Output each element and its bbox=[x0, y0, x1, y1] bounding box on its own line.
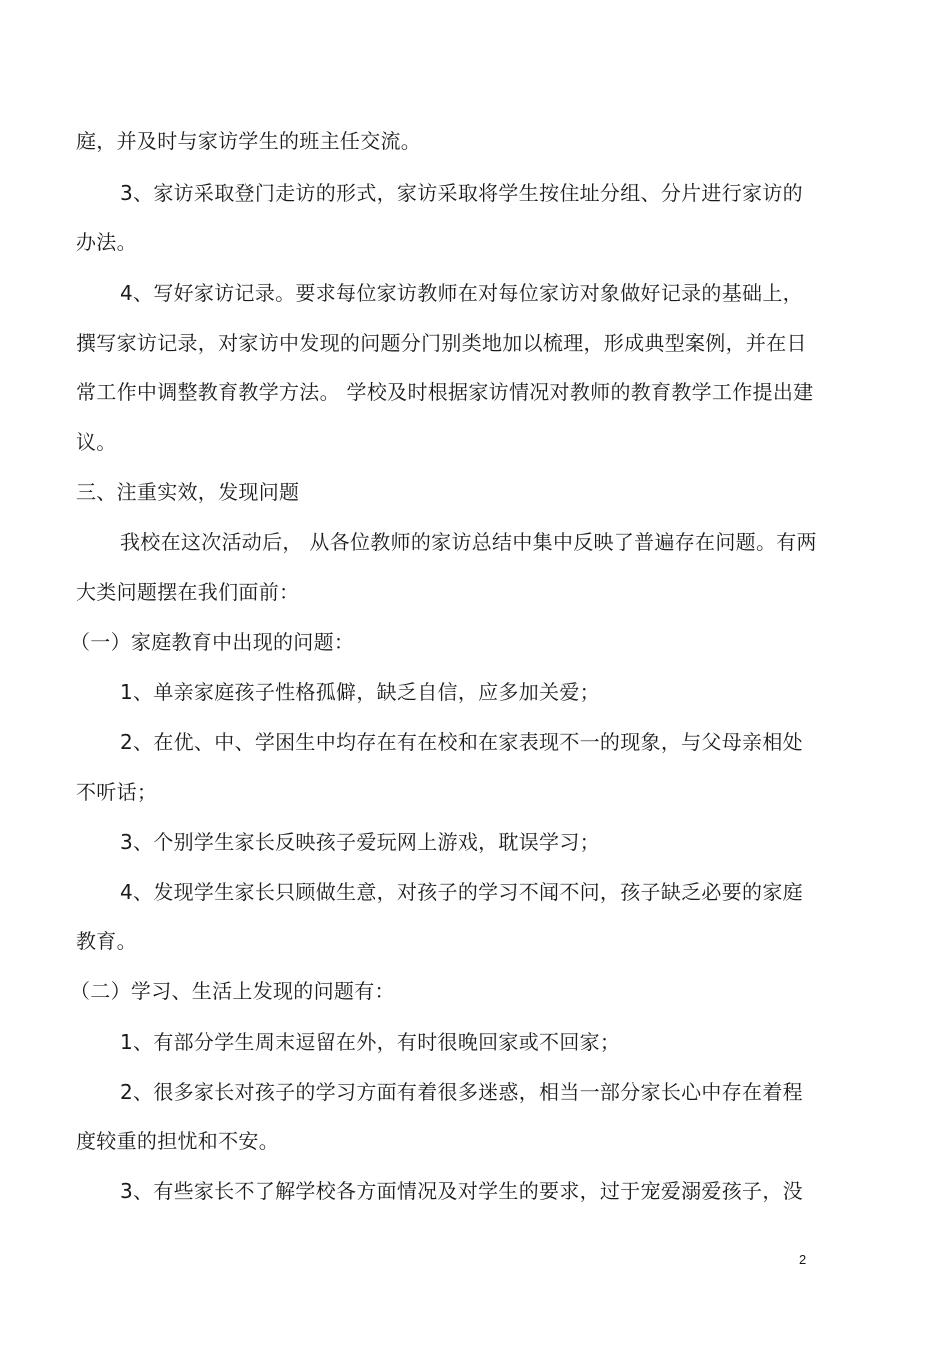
paragraph-line: 办法。 bbox=[76, 230, 137, 254]
paragraph-line: 我校在这次活动后， 从各位教师的家访总结中集中反映了普遍存在问题。有两 bbox=[120, 530, 817, 554]
section-heading: 三、注重实效，发现问题 bbox=[76, 480, 300, 504]
list-item: 3、个别学生家长反映孩子爱玩网上游戏，耽误学习； bbox=[120, 830, 600, 854]
paragraph-line: 议。 bbox=[76, 430, 117, 454]
paragraph-line: 庭，并及时与家访学生的班主任交流。 bbox=[76, 129, 422, 153]
list-item: 1、单亲家庭孩子性格孤僻，缺乏自信，应多加关爱； bbox=[120, 680, 600, 704]
list-item: 1、有部分学生周末逗留在外，有时很晚回家或不回家； bbox=[120, 1030, 621, 1054]
paragraph-line: 教育。 bbox=[76, 929, 137, 953]
paragraph-line: 度较重的担忧和不安。 bbox=[76, 1129, 279, 1153]
page-number: 2 bbox=[799, 1252, 807, 1267]
list-item: 4、发现学生家长只顾做生意，对孩子的学习不闻不问，孩子缺乏必要的家庭 bbox=[120, 880, 803, 904]
subsection-heading: （一）家庭教育中出现的问题： bbox=[70, 630, 355, 654]
paragraph-line: 4、写好家访记录。要求每位家访教师在对每位家访对象做好记录的基础上， bbox=[120, 281, 803, 305]
paragraph-line: 大类问题摆在我们面前： bbox=[76, 580, 300, 604]
paragraph-line: 撰写家访记录，对家访中发现的问题分门别类地加以梳理，形成典型案例，并在日 bbox=[76, 331, 807, 355]
list-item: 3、有些家长不了解学校各方面情况及对学生的要求，过于宠爱溺爱孩子，没 bbox=[120, 1179, 803, 1203]
subsection-heading: （二）学习、生活上发现的问题有： bbox=[70, 979, 395, 1003]
paragraph-line: 3、家访采取登门走访的形式，家访采取将学生按住址分组、分片进行家访的 bbox=[120, 181, 803, 205]
paragraph-line: 不听话； bbox=[76, 780, 158, 804]
list-item: 2、在优、中、学困生中均存在有在校和在家表现不一的现象，与父母亲相处 bbox=[120, 730, 803, 754]
list-item: 2、很多家长对孩子的学习方面有着很多迷惑，相当一部分家长心中存在着程 bbox=[120, 1080, 803, 1104]
paragraph-line: 常工作中调整教育教学方法。 学校及时根据家访情况对教师的教育教学工作提出建 bbox=[76, 380, 814, 404]
